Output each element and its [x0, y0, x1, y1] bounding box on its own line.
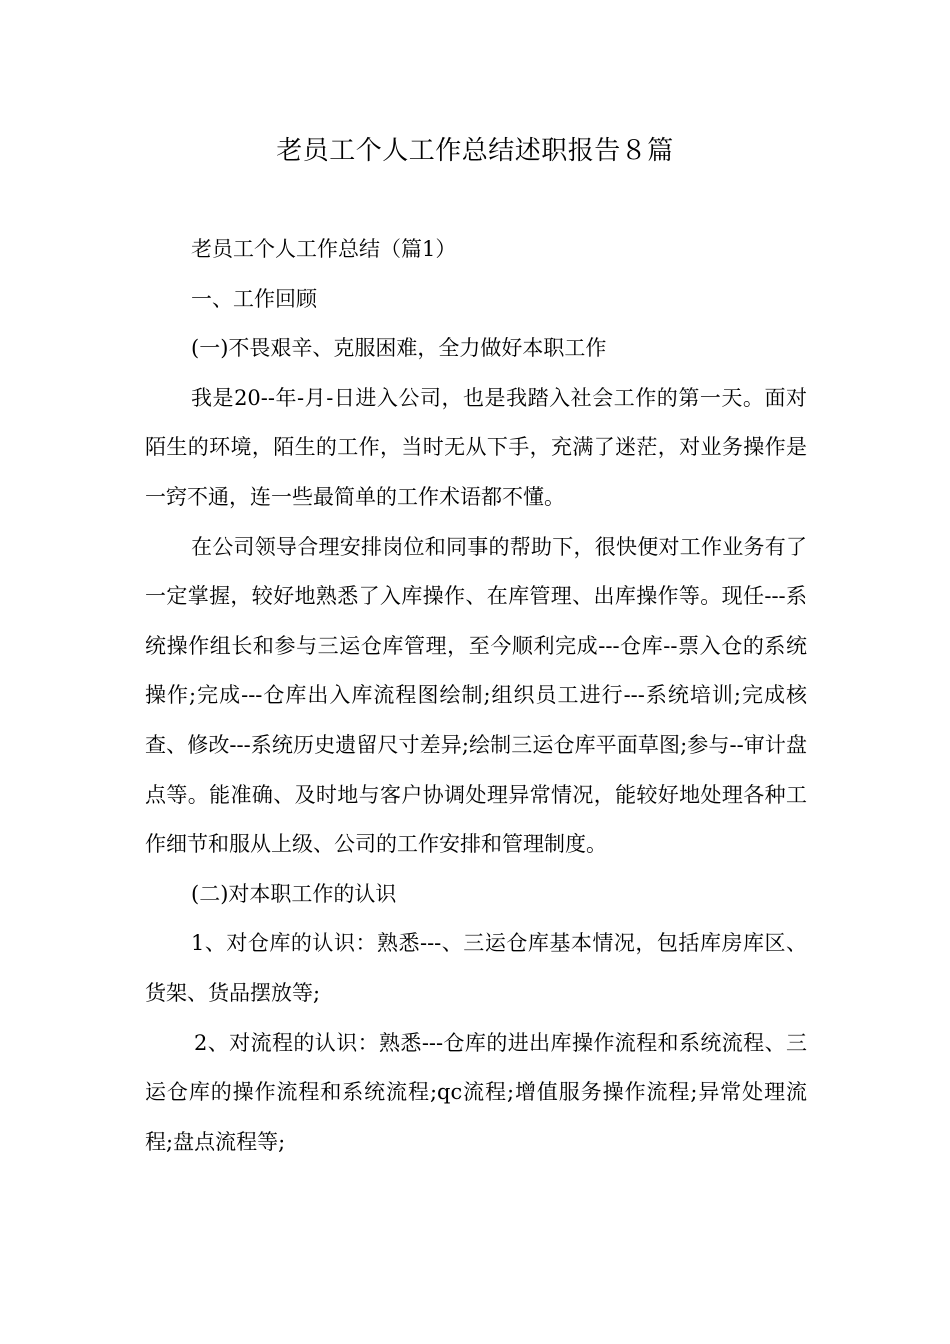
subsection-heading: (一)不畏艰辛、克服困难，全力做好本职工作 — [191, 336, 607, 361]
section-heading: 老员工个人工作总结（篇1） — [191, 237, 457, 261]
subsection-heading: 一、工作回顾 — [191, 286, 317, 311]
document-body — [145, 225, 807, 1167]
body-paragraph: 在公司领导合理安排岗位和同事的帮助下，很快便对工作业务有了一定掌握，较好地熟悉了入库操作、在库管理、出库操作等。现任---系统操作组长和参与三运仓库管理，至今顺利完成---仓库--票入仓的系统操作;完成---仓库出入库流程图绘制;组织员工进行---系统培训;完成核查、修改---系统历史遗留尺寸差异;绘制三运仓库平面草图;参与--审计盘点等。能准确、及时地与客户协调处理异常情况，能较好地处理各种工作细节和服从上级、公司的工作安排和管理制度。 — [145, 534, 807, 857]
subsection-heading: (二)对本职工作的认识 — [191, 881, 397, 906]
body-paragraph: 1、对仓库的认识：熟悉---、三运仓库基本情况，包括库房库区、货架、货品摆放等; — [145, 931, 807, 1005]
body-paragraph: 2、对流程的认识：熟悉---仓库的进出库操作流程和系统流程、三运仓库的操作流程和系统流程;qc流程;增值服务操作流程;异常处理流程;盘点流程等; — [145, 1030, 807, 1154]
document-title: 老员工个人工作总结述职报告８篇 — [276, 136, 674, 166]
body-paragraph: 我是20--年-月-日进入公司，也是我踏入社会工作的第一天。面对陌生的环境，陌生的工作，当时无从下手，充满了迷茫，对业务操作是一窍不通，连一些最简单的工作术语都不懂。 — [145, 385, 807, 509]
